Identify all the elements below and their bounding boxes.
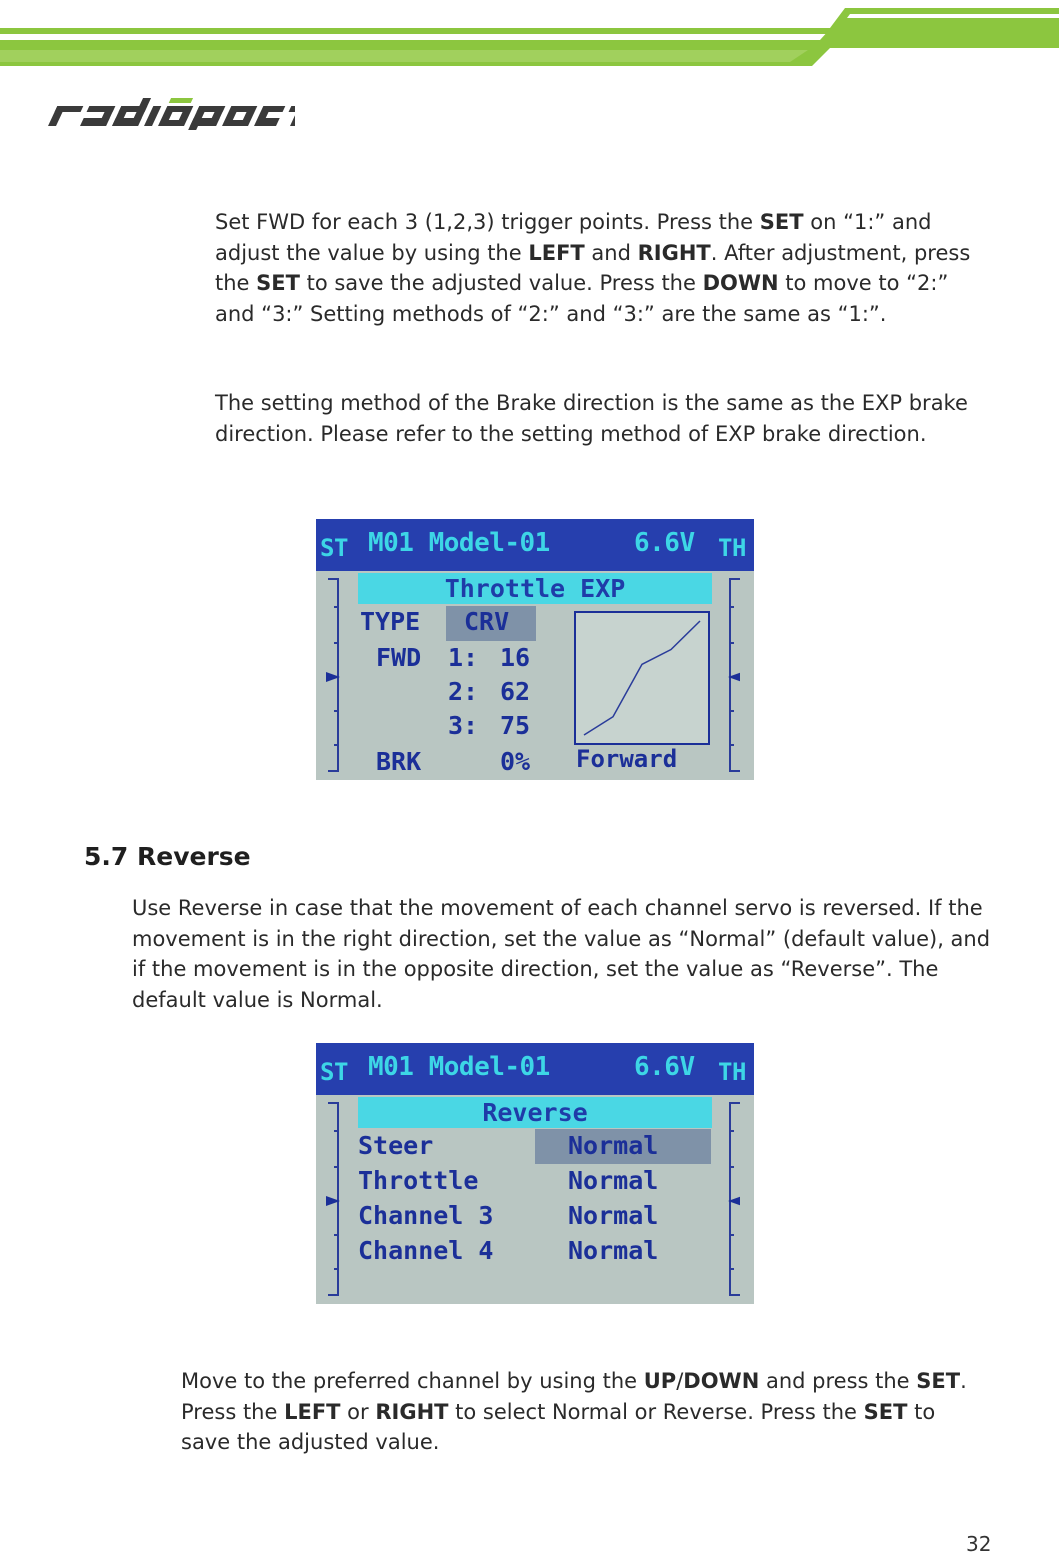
battery-voltage: 6.6V [634,1052,695,1082]
outro-run: . Press the [181,1369,967,1424]
intro-p1-run: RIGHT [637,240,711,265]
direction-value: Forward [576,745,678,773]
battery-voltage: 6.6V [634,528,695,558]
outro-run: LEFT [284,1399,341,1424]
reverse-row-value-4: Normal [568,1236,659,1265]
intro-p1-run: to save the adjusted value. Press the [299,271,703,295]
screen-title: Reverse [358,1097,712,1128]
outro-run: Move to the preferred channel by using the [181,1369,644,1393]
intro-paragraph-1 [215,207,990,329]
point-value-3: 75 [500,711,531,740]
th-indicator: TH [718,534,746,562]
brk-label: BRK [376,747,422,776]
lcd-reverse [316,1043,754,1304]
intro-paragraph-2: The setting method of the Brake direction is the same as the EXP brake direction. Please refer to the setting method of EXP brake direction. [215,391,968,446]
type-label: TYPE [360,607,421,636]
brand-logo-mark [40,96,295,130]
fwd-label: FWD [376,643,422,672]
st-indicator: ST [320,1058,348,1086]
outro-run: / [676,1369,684,1393]
brand-logo [40,96,295,130]
model-name: M01 Model-01 [368,1052,550,1082]
intro-p1-run: on “1:” and adjust the value by using the [215,210,932,265]
intro-p1-run: and [584,240,638,265]
right-scale [726,1101,740,1297]
outro-paragraph [181,1366,991,1458]
outro-run: SET [863,1399,908,1424]
reverse-row-name-4: Channel 4 [358,1236,494,1265]
lcd-status-bar [316,519,754,571]
screen-title: Throttle EXP [358,573,712,604]
intro-p1-run: DOWN [702,271,779,295]
intro-p1-run: LEFT [528,240,585,265]
outro-run: to select Normal or Reverse. Press the [448,1399,864,1424]
type-value: CRV [464,607,510,636]
brk-value: 0% [500,747,531,776]
section-heading: 5.7 Reverse [84,842,251,871]
model-name: M01 Model-01 [368,528,550,558]
reverse-row-name-1: Steer [358,1131,434,1160]
intro-p1-run: SET [256,271,300,295]
reverse-row-name-3: Channel 3 [358,1201,494,1230]
reverse-row-value-2: Normal [568,1166,659,1195]
reverse-row-value-3: Normal [568,1201,659,1230]
st-indicator: ST [320,534,348,562]
outro-run: UP [643,1369,677,1393]
lcd-status-bar [316,1043,754,1095]
point-label-2: 2: [448,677,479,706]
outro-run: or [340,1399,376,1424]
outro-run: DOWN [683,1369,760,1393]
outro-run: and press the [759,1369,917,1393]
header-stripes [0,0,1059,70]
point-value-1: 16 [500,643,531,672]
outro-run: RIGHT [375,1399,449,1424]
lcd-throttle-exp [316,519,754,780]
point-value-2: 62 [500,677,531,706]
outro-run: SET [916,1369,961,1393]
intro-p1-run: to move to “2:” and “3:” Setting methods of “2:” and “3:” are the same as “1:”. [215,271,949,326]
outro-run: to save the adjusted value. [181,1399,936,1454]
exp-curve-graph [574,611,710,745]
th-indicator: TH [718,1058,746,1086]
reverse-row-value-1: Normal [568,1131,659,1160]
exp-curve-line [584,621,700,735]
exp-curve [576,613,708,743]
left-scale [326,1101,340,1297]
left-scale [326,577,340,773]
right-scale [726,577,740,773]
reverse-row-name-2: Throttle [358,1166,479,1195]
intro-p1-run: . After adjustment, press the [215,240,971,295]
section-body: Use Reverse in case that the movement of each channel servo is reversed. If the movement is in the right direction, set the value as “Normal” (default value), and if the movement is in the opposite direction, set the value as “Reverse”. The default value is Normal. [132,896,991,1012]
point-label-1: 1: [448,643,479,672]
intro-p1-run: SET [759,210,804,234]
page-number: 32 [966,1532,992,1556]
point-label-3: 3: [448,711,479,740]
intro-p1-run: Set FWD for each 3 (1,2,3) trigger points. Press the [215,210,760,234]
